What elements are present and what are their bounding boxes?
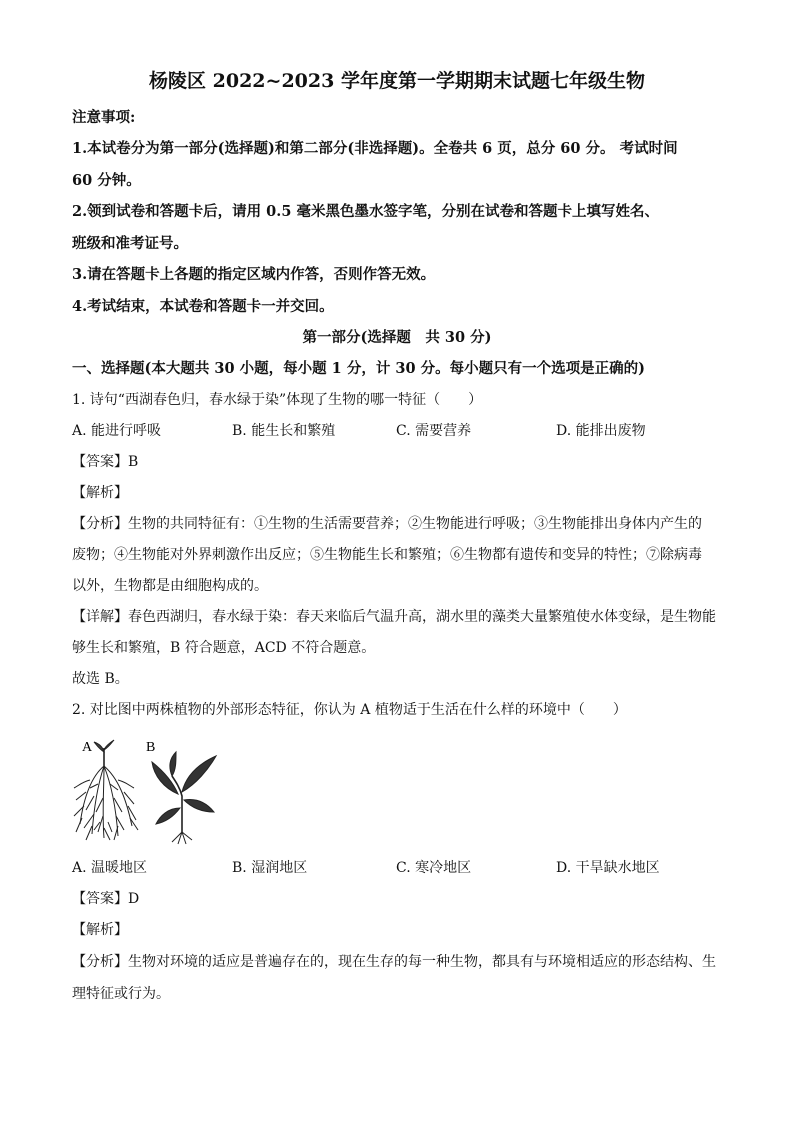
notice-item: 1.本试卷分为第一部分(选择题)和第二部分(非选择题)。全卷共 6 页，总分 60 分。 考试时间 [72, 140, 678, 157]
analysis-text: 【分析】生物对环境的适应是普遍存在的，现在生存的每一种生物，都具有与环境相适应的形态结构、生 [72, 954, 716, 970]
analysis-text: 理特征或行为。 [72, 986, 170, 1002]
notice-item: 4.考试结束，本试卷和答题卡一并交回。 [72, 298, 334, 315]
plant-b-drawing [152, 752, 216, 844]
option-a: A. 温暖地区 [72, 860, 148, 876]
page-title: 杨陵区 2022~2023 学年度第一学期期末试题七年级生物 [149, 70, 645, 92]
option-d: D. 干旱缺水地区 [556, 860, 660, 876]
option-c: C. 寒冷地区 [396, 860, 472, 876]
analysis-label: 【解析】 [72, 485, 128, 501]
option-b: B. 能生长和繁殖 [232, 423, 336, 439]
part-heading: 第一部分(选择题 共 30 分) [302, 329, 492, 346]
notice-item: 2.领到试卷和答题卡后，请用 0.5 毫米黑色墨水签字笔，分别在试卷和答题卡上填写姓名、 [72, 203, 659, 220]
analysis-text: 【分析】生物的共同特征有：①生物的生活需要营养；②生物能进行呼吸；③生物能排出身体内产生的 [72, 516, 702, 532]
answer-label: 【答案】D [72, 891, 140, 907]
option-c: C. 需要营养 [396, 423, 472, 439]
notice-item: 60 分钟。 [72, 172, 141, 189]
analysis-text: 以外，生物都是由细胞构成的。 [72, 578, 268, 594]
question-2-stem: 2. 对比图中两株植物的外部形态特征，你认为 A 植物适于生活在什么样的环境中（ ） [72, 702, 627, 718]
analysis-text: 废物；④生物能对外界刺激作出反应；⑤生物能生长和繁殖；⑥生物都有遗传和变异的特性；⑦除病毒 [72, 547, 702, 563]
conclusion-text: 故选 B。 [72, 671, 129, 687]
plant-a-drawing [74, 740, 138, 840]
analysis-label: 【解析】 [72, 922, 128, 938]
option-a: A. 能进行呼吸 [72, 423, 162, 439]
figure-label-a: A [82, 740, 93, 755]
option-d: D. 能排出废物 [556, 423, 646, 439]
plant-comparison-figure [72, 736, 222, 846]
option-b: B. 湿润地区 [232, 860, 308, 876]
detail-text: 【详解】春色西湖归，春水绿于染：春天来临后气温升高，湖水里的藻类大量繁殖使水体变绿，是生物能 [72, 609, 716, 625]
answer-label: 【答案】B [72, 454, 139, 470]
question-1-stem: 1. 诗句“西湖春色归，春水绿于染”体现了生物的哪一特征（ ） [72, 392, 483, 408]
detail-text: 够生长和繁殖，B 符合题意，ACD 不符合题意。 [72, 640, 376, 656]
section-heading: 一、选择题(本大题共 30 小题，每小题 1 分，计 30 分。每小题只有一个选项是正确的) [72, 360, 645, 377]
notice-heading: 注意事项: [72, 109, 136, 126]
notice-item: 班级和准考证号。 [72, 235, 188, 252]
notice-item: 3.请在答题卡上各题的指定区域内作答，否则作答无效。 [72, 266, 436, 283]
figure-label-b: B [146, 740, 156, 755]
